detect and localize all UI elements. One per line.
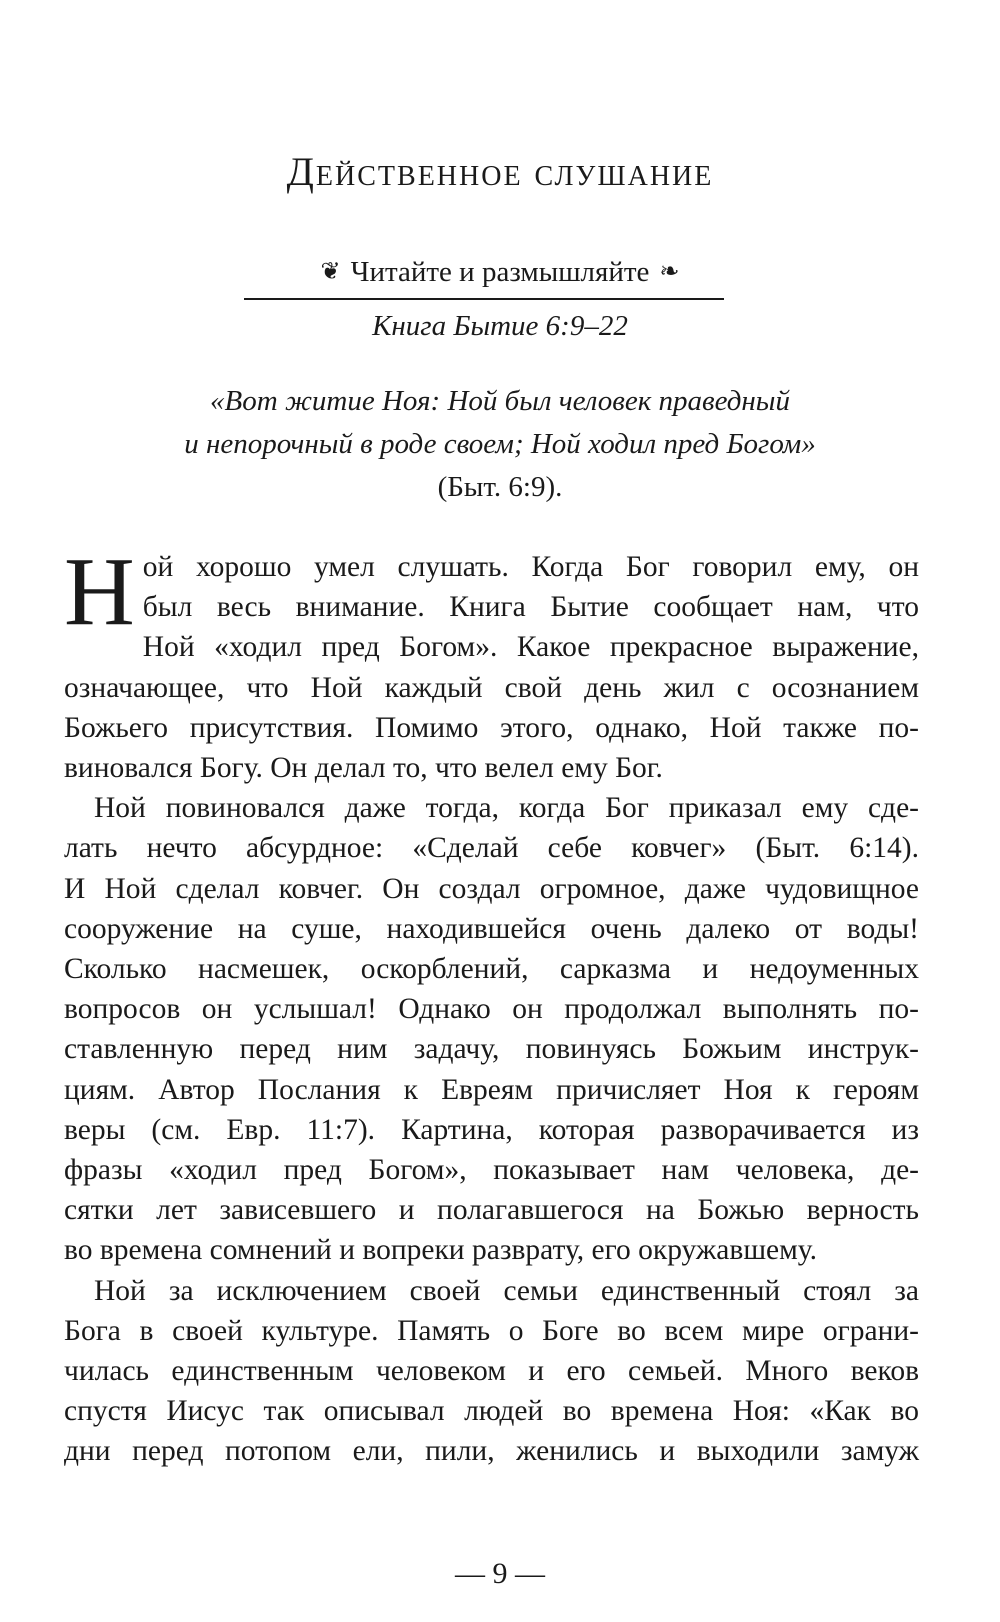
text-line: Ной «ходил пред Богом». Какое прекрасное выражение, xyxy=(142,631,919,664)
text-line: Ной повиновался даже тогда, когда Бог приказал ему сде- xyxy=(94,792,919,825)
text-line: во времена сомнений и вопреки разврату, его окружавшему. xyxy=(64,1234,817,1267)
text-line: чилась единственным человеком и его семьей. Много веков xyxy=(64,1355,919,1388)
text-line: был весь внимание. Книга Бытие сообщает нам, что xyxy=(142,591,919,624)
section-rule xyxy=(244,298,724,300)
paragraph-3 xyxy=(64,1271,919,1472)
text-line: сятки лет зависевшего и полагавшегося на Божью верность xyxy=(64,1194,919,1227)
text-line: циям. Автор Послания к Евреям причисляет Ноя к героям xyxy=(64,1073,919,1106)
paragraph-1 xyxy=(64,538,919,788)
text-line: фразы «ходил пред Богом», показывает нам человека, де- xyxy=(64,1154,919,1187)
text-line: веры (см. Евр. 11:7). Картина, которая разворачивается из xyxy=(64,1113,919,1146)
text-line: ставленную перед ним задачу, повинуясь Божьим инструк- xyxy=(64,1033,919,1066)
chapter-title: Действенное слушание xyxy=(286,149,714,194)
text-line: ой хорошо умел слушать. Когда Бог говорил ему, он xyxy=(142,551,919,583)
epigraph-citation: (Быт. 6:9). xyxy=(437,471,563,503)
text-line: дни перед потопом ели, пили, женились и выходили замуж xyxy=(64,1435,919,1468)
text-line: вопросов он услышал! Однако он продолжал выполнять по- xyxy=(64,993,919,1026)
text-line: И Ной сделал ковчег. Он создал огромное, даже чудовищное xyxy=(64,872,919,905)
text-line: Бога в своей культуре. Память о Боге во всем мире ограни- xyxy=(64,1314,919,1347)
paragraph-2 xyxy=(64,788,919,1270)
text-line: спустя Иисус так описывал людей во времена Ноя: «Как во xyxy=(64,1395,919,1428)
scripture-reference: Книга Бытие 6:9–22 xyxy=(372,310,628,342)
section-heading xyxy=(0,254,1000,290)
ornament-right-icon: ❧ xyxy=(659,259,680,285)
epigraph xyxy=(0,380,1000,509)
drop-cap: Н xyxy=(64,538,135,646)
body-text xyxy=(64,538,919,1472)
text-line: Божьего присутствия. Помимо этого, однако, Ной также по- xyxy=(64,711,919,744)
epigraph-line: и непорочный в роде своем; Ной ходил пред Богом» xyxy=(184,428,816,460)
text-line: Сколько насмешек, оскорблений, сарказма и недоуменных xyxy=(64,953,919,986)
text-line: Ной за исключением своей семьи единственный стоял за xyxy=(94,1274,919,1307)
text-line: означающее, что Ной каждый свой день жил с осознанием xyxy=(64,671,919,704)
text-line: лать нечто абсурдное: «Сделай себе ковчег» (Быт. 6:14). xyxy=(64,832,919,865)
text-line: сооружение на суше, находившейся очень далеко от воды! xyxy=(64,912,919,945)
page-number: — 9 — xyxy=(455,1557,545,1590)
epigraph-line: «Вот житие Ноя: Ной был человек праведный xyxy=(210,385,790,417)
section-label: Читайте и размышляйте xyxy=(350,256,650,288)
ornament-left-icon: ❦ xyxy=(320,259,341,285)
text-line: виновался Богу. Он делал то, что велел ему Бог. xyxy=(64,752,663,785)
